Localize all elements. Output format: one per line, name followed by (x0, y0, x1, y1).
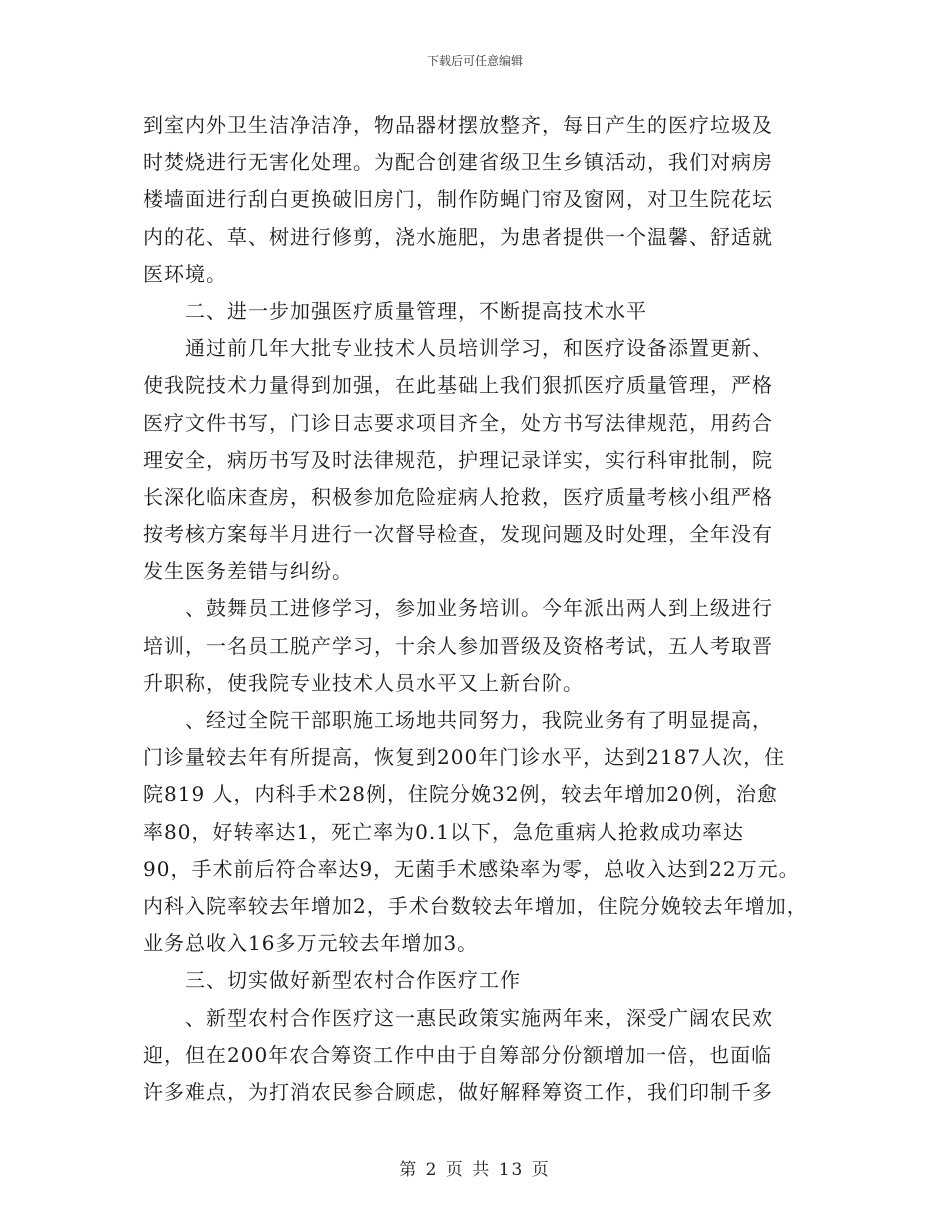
text-line: 业务总收入16多万元较去年增加3。 (143, 931, 479, 956)
text-line: 通过前几年大批专业技术人员培训学习，和医疗设备添置更新、 (185, 336, 773, 361)
text-line: 理安全，病历书写及时法律规范，护理记录详实，实行科审批制，院 (143, 447, 773, 472)
text-line: 内科入院率较去年增加2，手术台数较去年增加，住院分娩较去年增加， (143, 893, 808, 918)
text-line: 内的花、草、树进行修剪，浇水施肥，为患者提供一个温馨、舒适就 (143, 224, 773, 249)
text-line: 到室内外卫生洁净洁净，物品器材摆放整齐，每日产生的医疗垃圾及 (143, 113, 773, 137)
page-number-footer: 第 2 页 共 13 页 (399, 1160, 551, 1180)
text-line: 三、切实做好新型农村合作医疗工作 (185, 968, 521, 993)
text-line: 、经过全院干部职施工场地共同努力，我院业务有了明显提高， (185, 708, 773, 732)
text-line: 时焚烧进行无害化处理。为配合创建省级卫生乡镇活动，我们对病房 (143, 150, 773, 175)
text-line: 迎，但在200年农合筹资工作中由于自筹部分份额增加一倍，也面临 (143, 1042, 773, 1067)
text-line: 升职称，使我院专业技术人员水平又上新台阶。 (143, 670, 584, 695)
text-line: 培训，一名员工脱产学习，十余人参加晋级及资格考试，五人考取晋 (143, 633, 773, 658)
text-line: 、鼓舞员工进修学习，参加业务培训。今年派出两人到上级进行 (185, 596, 773, 621)
text-line: 院819 人，内科手术28例，住院分娩32例，较去年增加20例，治愈 (143, 782, 778, 807)
document-body (143, 107, 823, 1111)
text-line: 医环境。 (143, 261, 227, 286)
page-header: 下载后可任意编辑 (426, 54, 523, 68)
text-line: 医疗文件书写，门诊日志要求项目齐全，处方书写法律规范，用药合 (143, 410, 773, 435)
text-line: 发生医务差错与纠纷。 (143, 559, 353, 584)
text-line: 90，手术前后符合率达9，无菌手术感染率为零，总收入达到22万元。 (143, 856, 800, 881)
text-line: 许多难点，为打消农民参合顾虑，做好解释筹资工作，我们印制千多 (143, 1079, 773, 1104)
text-line: 楼墙面进行刮白更换破旧房门，制作防蝇门帘及窗网，对卫生院花坛 (143, 187, 773, 212)
text-line: 使我院技术力量得到加强，在此基础上我们狠抓医疗质量管理，严格 (143, 373, 773, 398)
text-line: 长深化临床查房，积极参加危险症病人抢救，医疗质量考核小组严格 (143, 484, 773, 509)
text-line: 门诊量较去年有所提高，恢复到200年门诊水平，达到2187人次，住 (143, 745, 786, 770)
text-line: 、新型农村合作医疗这一惠民政策实施两年来，深受广阔农民欢 (185, 1005, 773, 1030)
text-line: 率80，好转率达1，死亡率为0.1以下，急危重病人抢救成功率达 (143, 819, 744, 844)
text-line: 按考核方案每半月进行一次督导检查，发现问题及时处理，全年没有 (143, 522, 773, 547)
text-line: 二、进一步加强医疗质量管理，不断提高技术水平 (185, 298, 647, 323)
